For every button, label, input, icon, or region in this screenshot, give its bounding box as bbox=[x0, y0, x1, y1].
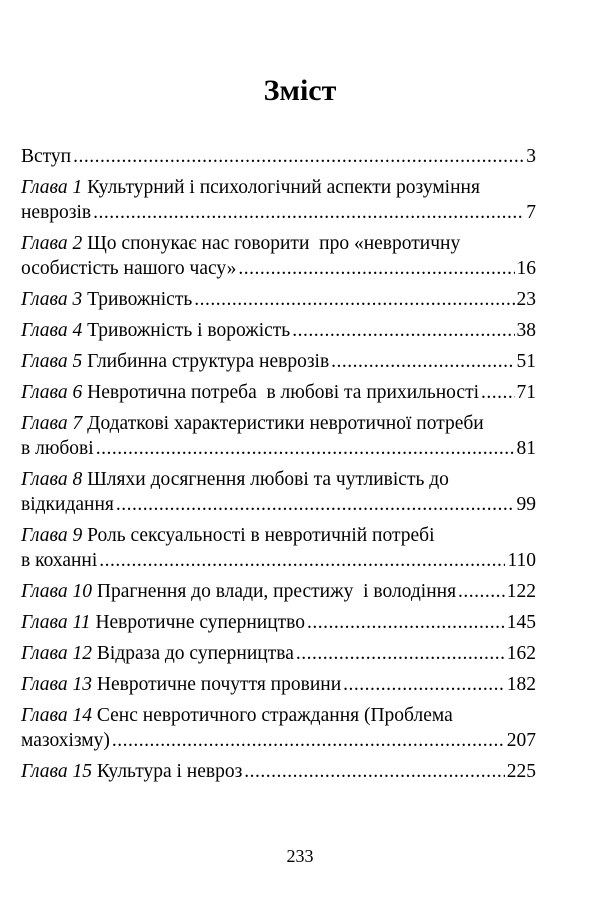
toc-entry bbox=[21, 523, 536, 573]
toc-entry-title: Невротичне суперництво bbox=[95, 612, 305, 633]
toc-entry-title-continued: неврозів bbox=[21, 202, 92, 223]
toc-page-number: 3 bbox=[526, 146, 536, 167]
dot-leader bbox=[343, 672, 505, 697]
toc-entry-title: Культура і невроз bbox=[96, 761, 243, 782]
toc-entry-title: Прагнення до влади, престижу і володіння bbox=[96, 581, 457, 602]
dot-leader bbox=[116, 492, 515, 517]
toc-entry bbox=[21, 579, 536, 604]
dot-leader bbox=[93, 200, 524, 225]
toc-page-number: 182 bbox=[506, 674, 536, 695]
page-number: 233 bbox=[286, 846, 314, 866]
chapter-label: Глава 2 bbox=[21, 233, 83, 254]
toc-page-number: 71 bbox=[516, 382, 536, 403]
dot-leader bbox=[73, 144, 524, 169]
toc-page-number: 110 bbox=[507, 550, 536, 571]
dot-leader bbox=[331, 349, 514, 374]
toc-page-number: 207 bbox=[506, 730, 536, 751]
toc-entry bbox=[21, 703, 536, 753]
toc-page-number: 16 bbox=[516, 258, 536, 279]
toc-entry-title: Що спонукає нас говорити про «невротичну bbox=[87, 233, 461, 254]
toc-page-number: 225 bbox=[506, 761, 536, 782]
toc-entry bbox=[21, 467, 536, 517]
toc-entry bbox=[21, 287, 536, 312]
toc-entry bbox=[21, 672, 536, 697]
page-title: Зміст bbox=[263, 74, 337, 107]
dot-leader bbox=[194, 287, 514, 312]
toc-entry-title: Глибинна структура неврозів bbox=[87, 351, 330, 372]
dot-leader bbox=[96, 436, 515, 461]
chapter-label: Глава 6 bbox=[21, 382, 83, 403]
toc-entry-title: Невротична потреба в любові та прихильності bbox=[87, 382, 480, 403]
toc-entry bbox=[21, 759, 536, 784]
toc-entry bbox=[21, 610, 536, 635]
chapter-label: Глава 3 bbox=[21, 289, 83, 310]
toc-entry-title-continued: в коханні bbox=[21, 550, 98, 571]
chapter-label: Глава 1 bbox=[21, 177, 83, 198]
toc-entry-title-continued: особистість нашого часу» bbox=[21, 258, 237, 279]
toc-entry bbox=[21, 144, 536, 169]
chapter-label: Глава 4 bbox=[21, 320, 83, 341]
toc-page-number: 122 bbox=[506, 581, 536, 602]
toc-page-number: 145 bbox=[506, 612, 536, 633]
chapter-label: Глава 14 bbox=[21, 705, 93, 726]
toc-page-number: 99 bbox=[516, 494, 536, 515]
toc-entry-title-continued: відкидання bbox=[21, 494, 114, 515]
toc-entry-title: Культурний і психологічний аспекти розуміння bbox=[87, 177, 480, 198]
toc-entry-title: Вступ bbox=[21, 146, 72, 167]
toc-entry-title-continued: мазохізму) bbox=[21, 730, 110, 751]
toc-entry-title: Невротичне почуття провини bbox=[96, 674, 342, 695]
toc-page-number: 81 bbox=[516, 438, 536, 459]
dot-leader bbox=[244, 759, 504, 784]
toc-entry-title: Роль сексуальності в невротичній потребі bbox=[87, 525, 435, 546]
dot-leader bbox=[112, 728, 505, 753]
toc-page-number: 38 bbox=[516, 320, 536, 341]
chapter-label: Глава 9 bbox=[21, 525, 83, 546]
toc-entry bbox=[21, 318, 536, 343]
toc-entry-title-continued: в любові bbox=[21, 438, 94, 459]
dot-leader bbox=[458, 579, 505, 604]
dot-leader bbox=[238, 256, 514, 281]
toc-entry bbox=[21, 231, 536, 281]
toc-entry bbox=[21, 175, 536, 225]
toc-entry bbox=[21, 411, 536, 461]
chapter-label: Глава 15 bbox=[21, 761, 93, 782]
chapter-label: Глава 11 bbox=[21, 612, 91, 633]
table-of-contents bbox=[21, 144, 536, 784]
toc-page-number: 51 bbox=[516, 351, 536, 372]
chapter-label: Глава 13 bbox=[21, 674, 93, 695]
dot-leader bbox=[307, 610, 505, 635]
toc-entry bbox=[21, 380, 536, 405]
toc-page-number: 162 bbox=[506, 643, 536, 664]
toc-entry-title: Відраза до суперництва bbox=[96, 643, 294, 664]
toc-page-number: 7 bbox=[526, 202, 536, 223]
chapter-label: Глава 8 bbox=[21, 469, 83, 490]
toc-entry-title: Додаткові характеристики невротичної потреби bbox=[87, 413, 484, 434]
chapter-label: Глава 12 bbox=[21, 643, 93, 664]
toc-entry-title: Шляхи досягнення любові та чутливість до bbox=[87, 469, 449, 490]
toc-page-number: 23 bbox=[516, 289, 536, 310]
chapter-label: Глава 5 bbox=[21, 351, 83, 372]
toc-entry bbox=[21, 641, 536, 666]
dot-leader bbox=[481, 380, 514, 405]
toc-entry bbox=[21, 349, 536, 374]
chapter-label: Глава 10 bbox=[21, 581, 93, 602]
dot-leader bbox=[292, 318, 514, 343]
toc-entry-title: Тривожність bbox=[87, 289, 193, 310]
dot-leader bbox=[99, 548, 505, 573]
toc-entry-title: Тривожність і ворожість bbox=[87, 320, 291, 341]
chapter-label: Глава 7 bbox=[21, 413, 83, 434]
dot-leader bbox=[296, 641, 505, 666]
toc-entry-title: Сенс невротичного страждання (Проблема bbox=[96, 705, 453, 726]
